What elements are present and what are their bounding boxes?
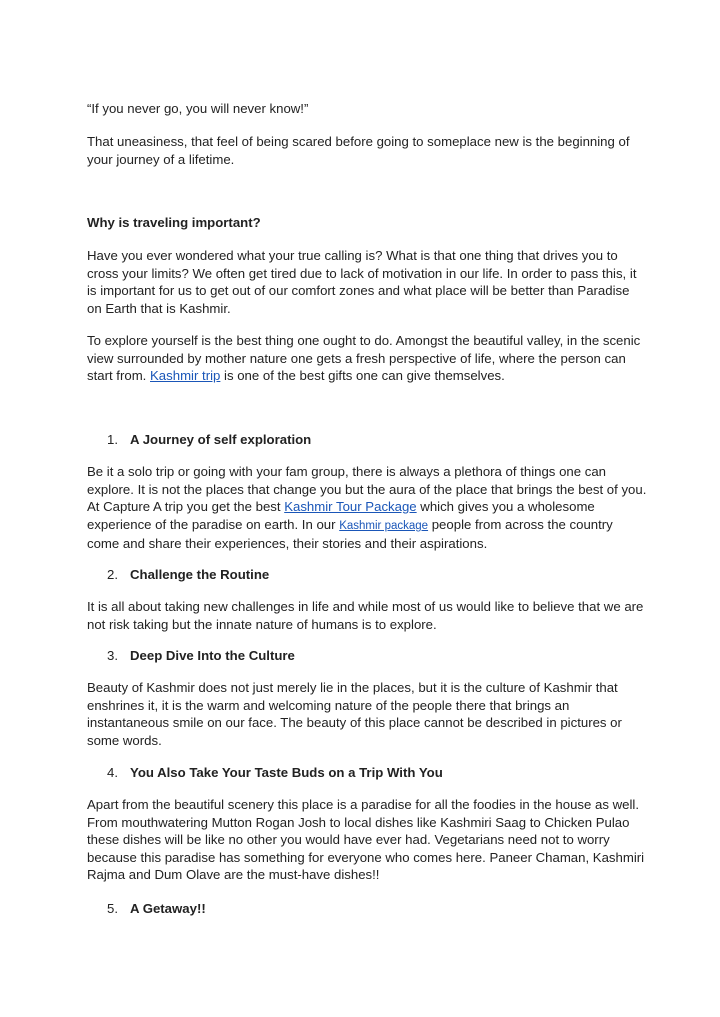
why-paragraph-1: Have you ever wondered what your true calling is? What is that one thing that drives you to cross your limits? We often get tired due to lack of motivation in our life. In order to pass this, it is important for us to get out of our comfort zones and what place will be better than Paradise on Earth that is Kashmir. <box>87 248 637 316</box>
why-p2-text: To explore yourself is the best thing one ought to do. Amongst the beautiful valley, in the scenic view surrounded by mother nature one gets a fresh perspective of life, where the person can start from. <box>87 333 641 384</box>
section-heading-1 <box>107 431 311 449</box>
kashmir-package-link[interactable]: Kashmir package <box>339 519 429 532</box>
section-heading-2 <box>107 566 269 584</box>
section-1-text: Be it a solo trip or going with your fam group, there is always a plethora of things one can explore. It is not the places that change you but the aura of the place that brings the best of you. At Capture A trip you get the best <box>87 464 647 515</box>
section-3-paragraph: Beauty of Kashmir does not just merely lie in the places, but it is the culture of Kashmir that enshrines it, it is the warm and welcoming nature of the people there that brings an instantaneous smile on our face. The beauty of this place cannot be described in pictures or some words. <box>87 680 622 748</box>
quote-text: “If you never go, you will never know!” <box>87 101 309 116</box>
section-number: 4. <box>107 765 118 780</box>
why-heading: Why is traveling important? <box>87 215 261 230</box>
section-title: Deep Dive Into the Culture <box>130 648 295 663</box>
section-2-paragraph: It is all about taking new challenges in life and while most of us would like to believe that we are not risk taking but the innate nature of humans is to explore. <box>87 599 644 632</box>
section-number: 5. <box>107 901 118 916</box>
section-title: A Getaway!! <box>130 901 206 916</box>
kashmir-trip-link[interactable]: Kashmir trip <box>150 368 221 384</box>
section-heading-3 <box>107 647 295 665</box>
section-1-text-3: people from across the country come and share their experiences, their stories and their aspirations. <box>87 516 613 552</box>
section-number: 1. <box>107 432 118 447</box>
section-heading-5 <box>107 900 206 918</box>
kashmir-tour-package-link[interactable]: Kashmir Tour Package <box>284 499 417 515</box>
section-title: You Also Take Your Taste Buds on a Trip With You <box>130 765 443 780</box>
section-1-text-2: which gives you a wholesome experience of the paradise on earth. In our <box>87 499 595 532</box>
why-p2-text-end: is one of the best gifts one can give themselves. <box>220 368 505 384</box>
section-1-paragraph <box>87 463 647 553</box>
section-title: Challenge the Routine <box>130 567 270 582</box>
why-paragraph-2 <box>87 332 647 385</box>
section-number: 2. <box>107 567 118 582</box>
section-number: 3. <box>107 648 118 663</box>
section-heading-4 <box>107 764 443 782</box>
section-title: A Journey of self exploration <box>130 432 312 447</box>
section-4-paragraph: Apart from the beautiful scenery this place is a paradise for all the foodies in the house as well. From mouthwatering Mutton Rogan Josh to local dishes like Kashmiri Saag to Chicken Pulao these dishes will be like no other you would have ever had. Vegetarians need not to worry because this paradise has something for everyone who comes here. Paneer Chaman, Kashmiri Rajma and Dum Olave are the must-have dishes!! <box>87 797 645 883</box>
intro-paragraph: That uneasiness, that feel of being scared before going to someplace new is the beginning of your journey of a lifetime. <box>87 134 630 167</box>
